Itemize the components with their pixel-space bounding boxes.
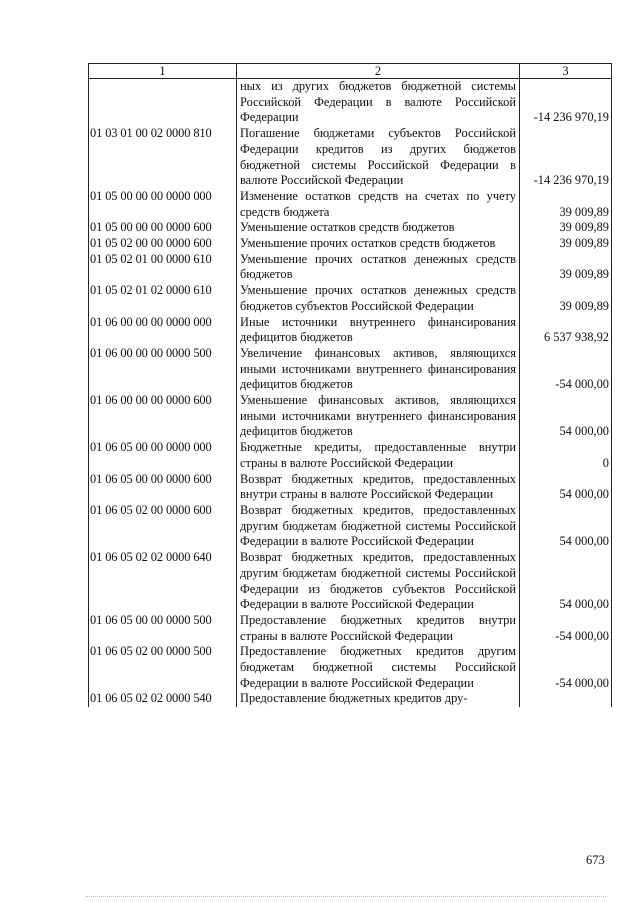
header-row <box>89 64 612 79</box>
row-description: Возврат бюджетных кредитов, предоставленных другим бюджетам бюджетной системы Российской Федерации из бюджетов субъектов Российской Федерации в валюте Российской Федерации <box>237 550 520 613</box>
row-code: 01 06 00 00 00 0000 000 <box>89 315 237 346</box>
row-code: 01 06 05 02 02 0000 540 <box>89 691 237 707</box>
row-amount: 39 009,89 <box>520 220 612 236</box>
table-row <box>89 393 612 440</box>
row-code: 01 05 00 00 00 0000 000 <box>89 189 237 220</box>
row-description: ных из других бюджетов бюджетной системы Российской Федерации в валюте Российской Федерации <box>237 79 520 127</box>
table-row <box>89 220 612 236</box>
row-amount: 39 009,89 <box>520 189 612 220</box>
row-code: 01 05 02 01 02 0000 610 <box>89 283 237 314</box>
row-description: Предоставление бюджетных кредитов внутри страны в валюте Российской Федерации <box>237 613 520 644</box>
row-description: Предоставление бюджетных кредитов дру- <box>237 691 520 707</box>
table-row <box>89 440 612 471</box>
row-amount: 54 000,00 <box>520 472 612 503</box>
row-description: Изменение остатков средств на счетах по учету средств бюджета <box>237 189 520 220</box>
row-amount: -54 000,00 <box>520 346 612 393</box>
row-code: 01 05 00 00 00 0000 600 <box>89 220 237 236</box>
row-description: Уменьшение остатков средств бюджетов <box>237 220 520 236</box>
page-number: 673 <box>586 853 605 867</box>
row-amount: 39 009,89 <box>520 236 612 252</box>
table-row <box>89 472 612 503</box>
row-description: Увеличение финансовых активов, являющихся иными источниками внутреннего финансирования дефицитов бюджетов <box>237 346 520 393</box>
row-code <box>89 79 237 127</box>
row-code: 01 06 00 00 00 0000 600 <box>89 393 237 440</box>
table-row <box>89 189 612 220</box>
row-description: Уменьшение прочих остатков денежных средств бюджетов субъектов Российской Федерации <box>237 283 520 314</box>
table-row <box>89 346 612 393</box>
row-description: Бюджетные кредиты, предоставленные внутри страны в валюте Российской Федерации <box>237 440 520 471</box>
row-amount: 54 000,00 <box>520 393 612 440</box>
row-code: 01 06 00 00 00 0000 500 <box>89 346 237 393</box>
row-amount: 39 009,89 <box>520 252 612 283</box>
row-amount: -54 000,00 <box>520 613 612 644</box>
row-code: 01 06 05 02 02 0000 640 <box>89 550 237 613</box>
row-amount: -14 236 970,19 <box>520 126 612 189</box>
row-code: 01 06 05 02 00 0000 500 <box>89 644 237 691</box>
footer-rule <box>86 896 606 897</box>
row-amount: 54 000,00 <box>520 550 612 613</box>
header-col-1: 1 <box>89 64 237 79</box>
row-description: Иные источники внутреннего финансирования дефицитов бюджетов <box>237 315 520 346</box>
row-description: Возврат бюджетных кредитов, предоставленных внутри страны в валюте Российской Федерации <box>237 472 520 503</box>
row-code: 01 05 02 00 00 0000 600 <box>89 236 237 252</box>
row-amount <box>520 691 612 707</box>
table-row <box>89 236 612 252</box>
table-row <box>89 613 612 644</box>
table-row <box>89 252 612 283</box>
table-row <box>89 550 612 613</box>
table-row <box>89 691 612 707</box>
table-row <box>89 644 612 691</box>
row-amount: 6 537 938,92 <box>520 315 612 346</box>
row-amount: 0 <box>520 440 612 471</box>
row-code: 01 06 05 00 00 0000 000 <box>89 440 237 471</box>
row-code: 01 06 05 00 00 0000 600 <box>89 472 237 503</box>
row-description: Погашение бюджетами субъектов Российской Федерации кредитов из других бюджетов бюджетной системы Российской Федерации в валюте Российской Федерации <box>237 126 520 189</box>
row-amount: 39 009,89 <box>520 283 612 314</box>
row-amount: -14 236 970,19 <box>520 79 612 127</box>
row-description: Уменьшение финансовых активов, являющихся иными источниками внутреннего финансирования дефицитов бюджетов <box>237 393 520 440</box>
table-row <box>89 503 612 550</box>
row-description: Уменьшение прочих остатков денежных средств бюджетов <box>237 252 520 283</box>
table-row <box>89 283 612 314</box>
table-body <box>89 79 612 708</box>
table-row <box>89 79 612 127</box>
row-code: 01 06 05 00 00 0000 500 <box>89 613 237 644</box>
header-col-3: 3 <box>520 64 612 79</box>
row-code: 01 05 02 01 00 0000 610 <box>89 252 237 283</box>
table-header <box>89 64 612 79</box>
budget-sources-table <box>88 63 612 707</box>
table-row <box>89 315 612 346</box>
row-code: 01 06 05 02 00 0000 600 <box>89 503 237 550</box>
row-description: Предоставление бюджетных кредитов другим бюджетам бюджетной системы Российской Федерации в валюте Российской Федерации <box>237 644 520 691</box>
document-page <box>88 63 611 707</box>
row-description: Уменьшение прочих остатков средств бюджетов <box>237 236 520 252</box>
row-amount: 54 000,00 <box>520 503 612 550</box>
row-description: Возврат бюджетных кредитов, предоставленных другим бюджетам бюджетной системы Российской Федерации в валюте Российской Федерации <box>237 503 520 550</box>
header-col-2: 2 <box>237 64 520 79</box>
row-code: 01 03 01 00 02 0000 810 <box>89 126 237 189</box>
table-row <box>89 126 612 189</box>
row-amount: -54 000,00 <box>520 644 612 691</box>
